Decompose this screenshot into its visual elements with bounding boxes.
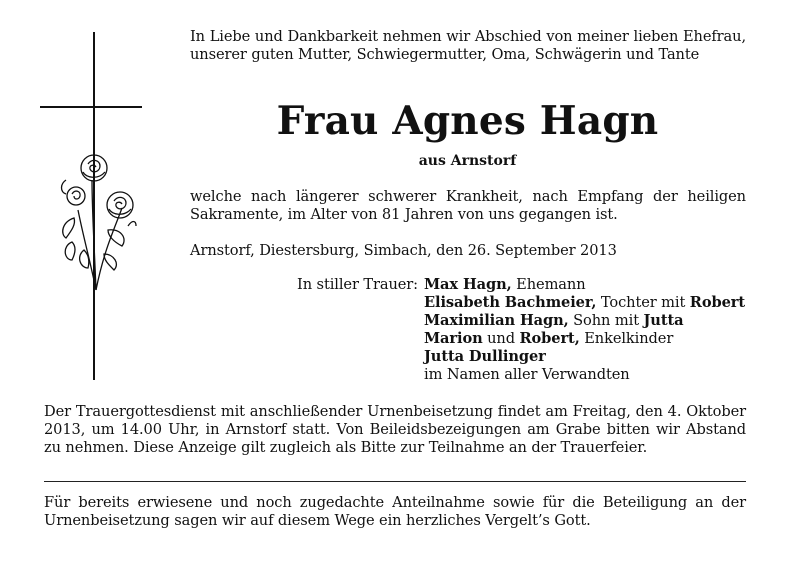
deceased-name: Frau Agnes Hagn: [276, 98, 659, 144]
place-date: Arnstorf, Diestersburg, Simbach, den 26. September 2013: [190, 242, 617, 259]
mourner-line: Marion und Robert, Enkelkinder: [424, 330, 674, 347]
service-text: Der Trauergottesdienst mit anschließender Urnenbeisetzung findet am Freitag, den 4. Oktober 2013, um 14.00 Uhr, in Arnstorf statt. Von Beileidsbezeigungen am Grabe bitten wir Abstand zu nehmen. Diese Anzeige gilt zugleich als Bitte zur Teilnahme an der Trauerfeier.: [44, 403, 746, 456]
mourner-line: Elisabeth Bachmeier, Tochter mit Robert: [424, 294, 745, 311]
roses-icon: [58, 150, 138, 300]
intro-text: In Liebe und Dankbarkeit nehmen wir Abschied von meiner lieben Ehefrau, unserer guten Mutter, Schwiegermutter, Oma, Schwägerin und Tante: [190, 28, 746, 63]
origin-text: aus Arnstorf: [418, 153, 517, 169]
mourners-list: [424, 276, 754, 384]
cross-bar: [40, 106, 142, 108]
mourner-line: Jutta Dullinger: [424, 348, 546, 365]
mourner-line: Max Hagn, Ehemann: [424, 276, 586, 293]
mourner-line: im Namen aller Verwandten: [424, 366, 630, 383]
mourning-label: In stiller Trauer:: [297, 276, 418, 293]
divider: [44, 481, 746, 482]
mourner-line: Maximilian Hagn, Sohn mit Jutta: [424, 312, 684, 329]
thanks-text: Für bereits erwiesene und noch zugedachte Anteilnahme sowie für die Beteiligung an der Urnenbeisetzung sagen wir auf diesem Wege ein herzliches Vergelt’s Gott.: [44, 494, 746, 529]
passing-text: welche nach längerer schwerer Krankheit, nach Empfang der heiligen Sakramente, im Alter von 81 Jahren von uns gegangen ist.: [190, 188, 746, 223]
